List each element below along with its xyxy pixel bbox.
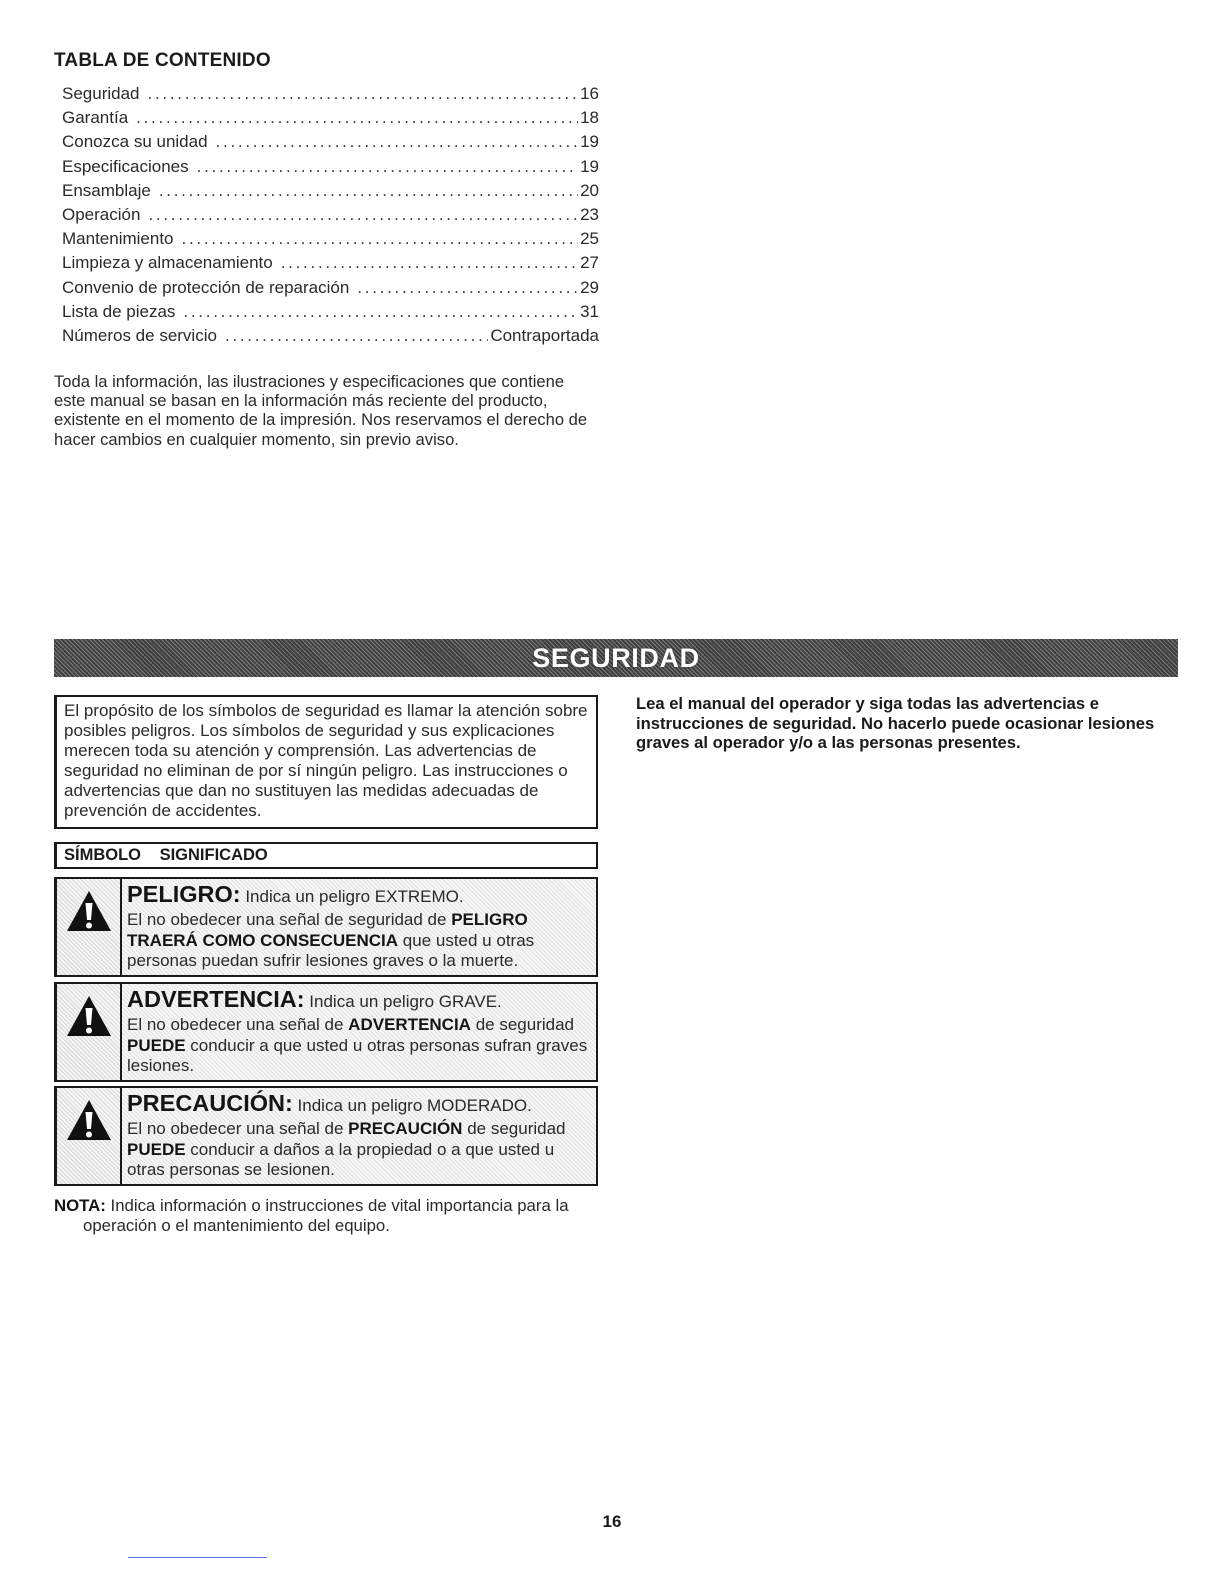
toc-entry-convenio[interactable]	[62, 276, 599, 300]
toc-entry-especificaciones[interactable]	[62, 155, 599, 179]
hazard-level: Indica un peligro MODERADO.	[297, 1096, 532, 1115]
section-banner	[54, 639, 1178, 677]
toc-dot-leader	[197, 155, 578, 179]
toc-list	[62, 82, 599, 348]
hazard-row-advertencia	[54, 982, 598, 1082]
explanation-bold: ADVERTENCIA	[348, 1015, 471, 1034]
toc-entry-seguridad[interactable]	[62, 82, 599, 106]
toc-dot-leader	[182, 227, 579, 251]
toc-dot-leader	[281, 251, 578, 275]
page-number: 16	[602, 1512, 622, 1531]
nota-label: NOTA:	[54, 1196, 106, 1215]
warning-triangle-icon	[65, 994, 113, 1038]
toc-dot-leader	[225, 324, 488, 348]
explanation-text: El no obedecer una señal de seguridad de	[127, 910, 452, 929]
hazard-symbol-cell	[57, 1088, 122, 1184]
hazard-meaning-cell	[122, 1088, 596, 1184]
toc-dot-leader	[148, 203, 578, 227]
explanation-text: conducir a daños a la propiedad o a que usted u otras personas se lesionen.	[127, 1139, 555, 1179]
table-of-contents	[54, 50, 599, 348]
toc-entry-page: 19	[580, 156, 599, 176]
explanation-bold: PRECAUCIÓN	[348, 1119, 463, 1138]
toc-entry-garantia[interactable]	[62, 106, 599, 130]
toc-entry-ensamblaje[interactable]	[62, 179, 599, 203]
toc-entry-label: Números de servicio	[62, 325, 217, 345]
safety-intro-box: El propósito de los símbolos de seguridad es llamar la atención sobre posibles peligros. Los símbolos de seguridad y sus explicaciones merecen toda su atención y comprensión. Las advertencias de seguridad no eliminan de por sí ningún peligro. Las instrucciones o advertencias que dan no sustituyen las medidas adecuadas de prevención de accidentes.	[54, 695, 598, 829]
hazard-level: Indica un peligro EXTREMO.	[245, 887, 464, 906]
toc-entry-label: Limpieza y almacenamiento	[62, 253, 273, 273]
toc-entry-label: Lista de piezas	[62, 301, 176, 321]
hazard-explanation	[127, 910, 592, 972]
explanation-bold: PUEDE	[127, 1139, 186, 1159]
toc-entry-page: 16	[580, 84, 599, 103]
hazard-row-precaucion	[54, 1086, 598, 1186]
signal-word: ADVERTENCIA:	[127, 986, 305, 1012]
hazard-heading	[127, 1091, 592, 1118]
toc-entry-mantenimiento[interactable]	[62, 227, 599, 251]
explanation-bold: PELIGRO TRAERÁ COMO CONSECUENCIA	[127, 910, 528, 950]
toc-dot-leader	[357, 276, 578, 300]
symbol-table-header	[54, 842, 598, 869]
toc-entry-label: Convenio de protección de reparación	[62, 277, 350, 297]
hazard-level: Indica un peligro GRAVE.	[309, 992, 502, 1011]
hazard-symbol-cell	[57, 984, 122, 1080]
explanation-text: El no obedecer una señal de	[127, 1119, 349, 1138]
explanation-bold: PUEDE	[127, 1035, 186, 1055]
hazard-row-peligro	[54, 877, 598, 977]
toc-entry-label: Seguridad	[62, 84, 140, 103]
explanation-text: El no obedecer una señal de	[127, 1015, 349, 1034]
toc-dot-leader	[159, 179, 578, 203]
toc-title: TABLA DE CONTENIDO	[54, 50, 271, 71]
toc-entry-operacion[interactable]	[62, 203, 599, 227]
toc-dot-leader	[183, 300, 578, 324]
nota-paragraph	[54, 1196, 604, 1236]
signal-word: PRECAUCIÓN:	[127, 1090, 293, 1116]
hazard-meaning-cell	[122, 879, 596, 975]
hazard-symbol-cell	[57, 879, 122, 975]
toc-dot-leader	[136, 106, 578, 130]
toc-entry-label: Especificaciones	[62, 156, 189, 176]
toc-entry-label: Ensamblaje	[62, 180, 151, 200]
toc-entry-label: Mantenimiento	[62, 229, 174, 249]
toc-entry-page: 31	[580, 301, 599, 321]
hazard-meaning-cell	[122, 984, 596, 1080]
nota-text: Indica información o instrucciones de vital importancia para la operación o el mantenimiento del equipo.	[83, 1196, 569, 1235]
section-title: SEGURIDAD	[532, 642, 700, 673]
toc-entry-page: 27	[580, 253, 599, 273]
toc-entry-page: 18	[580, 108, 599, 128]
hazard-explanation	[127, 1119, 592, 1181]
toc-entry-page: 19	[580, 132, 599, 152]
toc-entry-page: 20	[580, 180, 599, 200]
toc-dot-leader	[148, 82, 579, 106]
explanation-text: de seguridad	[470, 1015, 574, 1034]
operator-manual-note: Lea el manual del operador y siga todas las advertencias e instrucciones de seguridad. No hacerlo puede ocasionar lesiones graves al operador y/o a las personas presentes.	[636, 694, 1155, 752]
toc-entry-lista-piezas[interactable]	[62, 300, 599, 324]
toc-entry-label: Garantía	[62, 108, 129, 128]
footer-link-underline[interactable]	[128, 1557, 267, 1558]
disclaimer-paragraph: Toda la información, las ilustraciones y especificaciones que contiene este manual se basan en la información más reciente del producto, existente en el momento de la impresión. Nos reservamos el derecho de hacer cambios en cualquier momento, sin previo aviso.	[54, 372, 588, 449]
signal-word: PELIGRO:	[127, 881, 241, 907]
toc-entry-limpieza[interactable]	[62, 251, 599, 275]
explanation-text: de seguridad	[462, 1119, 566, 1138]
toc-entry-label: Conozca su unidad	[62, 132, 208, 152]
toc-entry-page: 25	[580, 229, 599, 249]
explanation-text: que usted u otras personas puedan sufrir lesiones graves o la muerte.	[127, 930, 535, 970]
toc-entry-page: Contraportada	[490, 325, 599, 345]
col-header-symbol: SÍMBOLO	[64, 846, 141, 864]
col-header-meaning: SIGNIFICADO	[159, 846, 268, 864]
toc-entry-numeros-servicio[interactable]	[62, 324, 599, 348]
hazard-heading	[127, 987, 592, 1014]
toc-entry-page: 29	[580, 277, 599, 297]
explanation-text: conducir a que usted u otras personas sufran graves lesiones.	[127, 1035, 588, 1075]
toc-entry-label: Operación	[62, 204, 141, 224]
toc-entry-page: 23	[580, 204, 599, 224]
warning-triangle-icon	[65, 889, 113, 933]
hazard-explanation	[127, 1015, 592, 1077]
warning-triangle-icon	[65, 1098, 113, 1142]
hazard-heading	[127, 882, 592, 909]
toc-entry-conozca[interactable]	[62, 130, 599, 154]
toc-dot-leader	[216, 130, 579, 154]
